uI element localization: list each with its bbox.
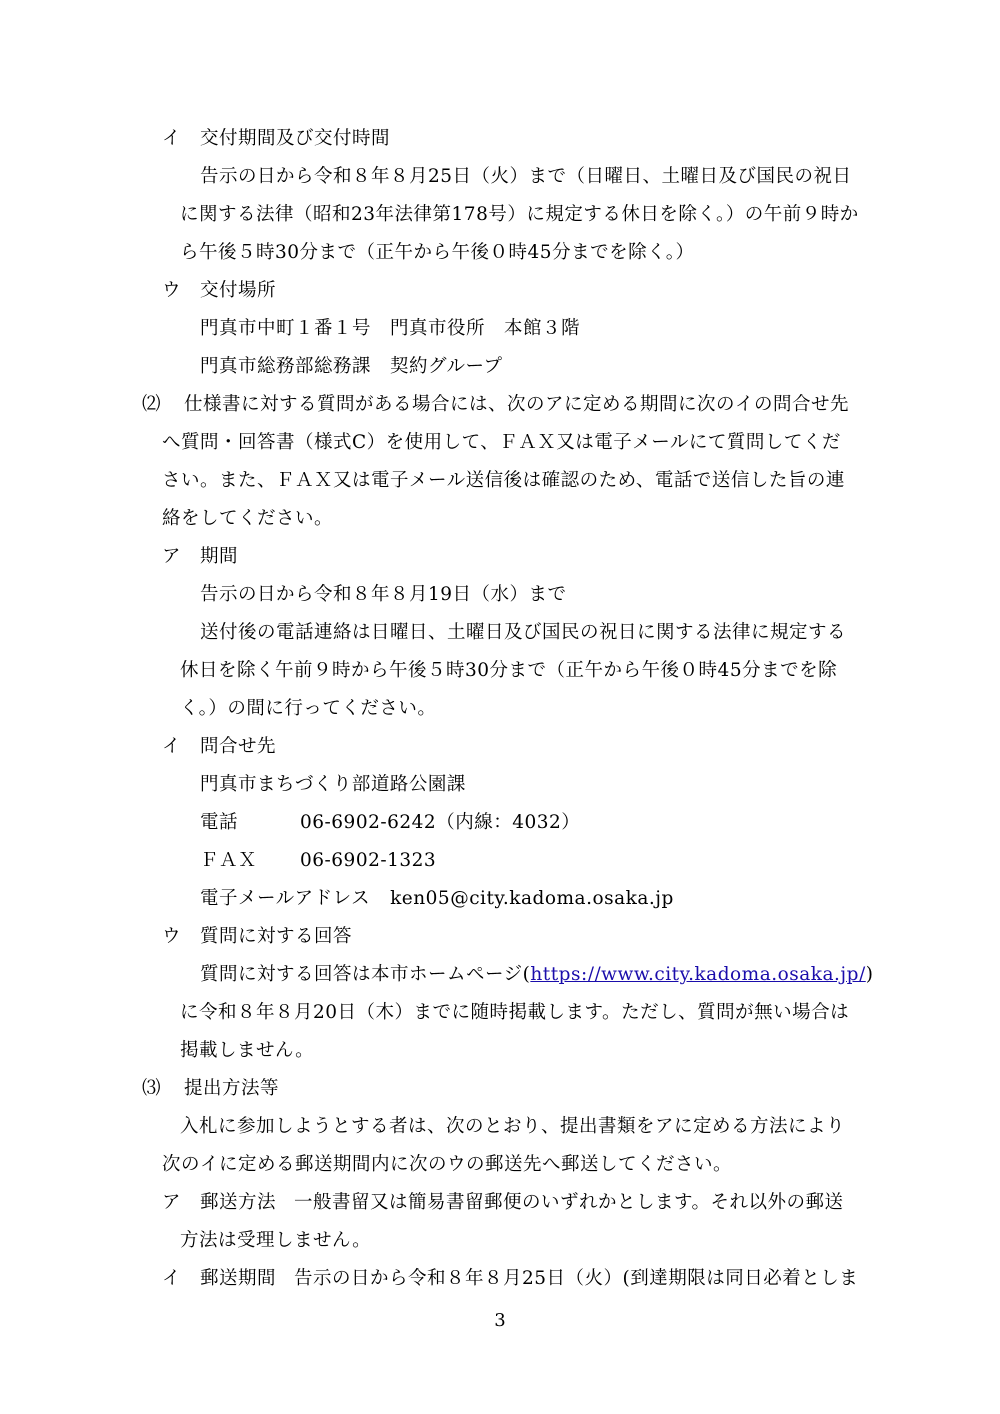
address-line: 門真市中町１番１号 門真市役所 本館３階 bbox=[200, 318, 581, 339]
heading-text: 交付場所 bbox=[200, 280, 277, 301]
item-marker: ア bbox=[162, 546, 182, 567]
item-i-heading bbox=[162, 736, 276, 758]
paragraph-line: く。）の間に行ってください。 bbox=[180, 698, 437, 719]
heading-text: 提出方法等 bbox=[184, 1078, 280, 1099]
department-line: 門真市総務部総務課 契約グループ bbox=[200, 356, 503, 377]
item-u-heading bbox=[162, 280, 276, 302]
page-number: 3 bbox=[494, 1310, 506, 1331]
paragraph-text: 仕様書に対する質問がある場合には、次のアに定める期間に次のイの問合せ先 bbox=[184, 394, 850, 415]
paragraph-line: に令和８年８月20日（木）までに随時掲載します。ただし、質問が無い場合は bbox=[180, 1002, 850, 1023]
item-marker: ウ bbox=[162, 926, 182, 947]
answer-line bbox=[200, 964, 873, 986]
item-marker: ウ bbox=[162, 280, 182, 301]
paragraph-line: 告示の日から令和８年８月19日（水）まで bbox=[200, 584, 567, 605]
item-marker: イ bbox=[162, 1268, 182, 1289]
email-value: ken05@city.kadoma.osaka.jp bbox=[390, 888, 674, 909]
item-a-heading bbox=[162, 546, 238, 568]
paragraph-line: 掲載しません。 bbox=[180, 1040, 315, 1061]
heading-text: 質問に対する回答 bbox=[200, 926, 353, 947]
item-i-heading bbox=[162, 128, 390, 150]
answer-text: 質問に対する回答は本市ホームページ( bbox=[200, 964, 531, 985]
contact-department: 門真市まちづくり部道路公園課 bbox=[200, 774, 466, 795]
item-a-line bbox=[162, 1192, 844, 1214]
paragraph-line: へ質問・回答書（様式C）を使用して、ＦＡＸ又は電子メールにて質問してくだ bbox=[162, 432, 841, 453]
section-marker: ⑵ bbox=[142, 394, 162, 415]
fax-value: 06-6902-1323 bbox=[300, 850, 437, 871]
tel-value: 06-6902-6242（内線：4032） bbox=[300, 812, 581, 833]
heading-text: 交付期間及び交付時間 bbox=[200, 128, 391, 149]
email-label: 電子メールアドレス bbox=[200, 888, 371, 909]
paragraph-line: さい。また、ＦＡＸ又は電子メール送信後は確認のため、電話で送信した旨の連 bbox=[162, 470, 845, 491]
item-marker: イ bbox=[162, 736, 182, 757]
contact-fax-line bbox=[200, 850, 436, 872]
item-marker: ア bbox=[162, 1192, 182, 1213]
contact-email-line bbox=[200, 888, 674, 910]
heading-text: 問合せ先 bbox=[200, 736, 277, 757]
paragraph-line: 告示の日から令和８年８月25日（火）まで（日曜日、土曜日及び国民の祝日 bbox=[200, 166, 852, 187]
paragraph-text: 一般書留又は簡易書留郵便のいずれかとします。それ以外の郵送 bbox=[294, 1192, 844, 1213]
heading-text: 郵送方法 bbox=[200, 1192, 277, 1213]
paragraph-text: 告示の日から令和８年８月25日（火）(到達期限は同日必着としま bbox=[294, 1268, 859, 1289]
paragraph-line: 次のイに定める郵送期間内に次のウの郵送先へ郵送してください。 bbox=[162, 1154, 733, 1175]
section-3-heading bbox=[142, 1078, 279, 1100]
paragraph-line: に関する法律（昭和23年法律第178号）に規定する休日を除く。）の午前９時か bbox=[180, 204, 859, 225]
paragraph-line: ら午後５時30分まで（正午から午後０時45分までを除く。） bbox=[180, 242, 695, 263]
item-u-heading bbox=[162, 926, 352, 948]
heading-text: 郵送期間 bbox=[200, 1268, 277, 1289]
answer-text-end: ) bbox=[865, 964, 874, 985]
fax-label: ＦＡＸ bbox=[200, 850, 258, 871]
tel-label: 電話 bbox=[200, 812, 239, 833]
paragraph-line: 方法は受理しません。 bbox=[180, 1230, 372, 1251]
paragraph-line: 送付後の電話連絡は日曜日、土曜日及び国民の祝日に関する法律に規定する bbox=[200, 622, 847, 643]
paragraph-line: 休日を除く午前９時から午後５時30分まで（正午から午後０時45分までを除 bbox=[180, 660, 838, 681]
section-marker: ⑶ bbox=[142, 1078, 162, 1099]
homepage-link[interactable]: https://www.city.kadoma.osaka.jp/ bbox=[530, 964, 866, 985]
item-marker: イ bbox=[162, 128, 182, 149]
section-2-first-line bbox=[142, 394, 849, 416]
item-i-line bbox=[162, 1268, 858, 1290]
heading-text: 期間 bbox=[200, 546, 239, 567]
paragraph-line: 入札に参加しようとする者は、次のとおり、提出書類をアに定める方法により bbox=[180, 1116, 846, 1137]
paragraph-line: 絡をしてください。 bbox=[162, 508, 334, 529]
contact-tel-line bbox=[200, 812, 580, 834]
